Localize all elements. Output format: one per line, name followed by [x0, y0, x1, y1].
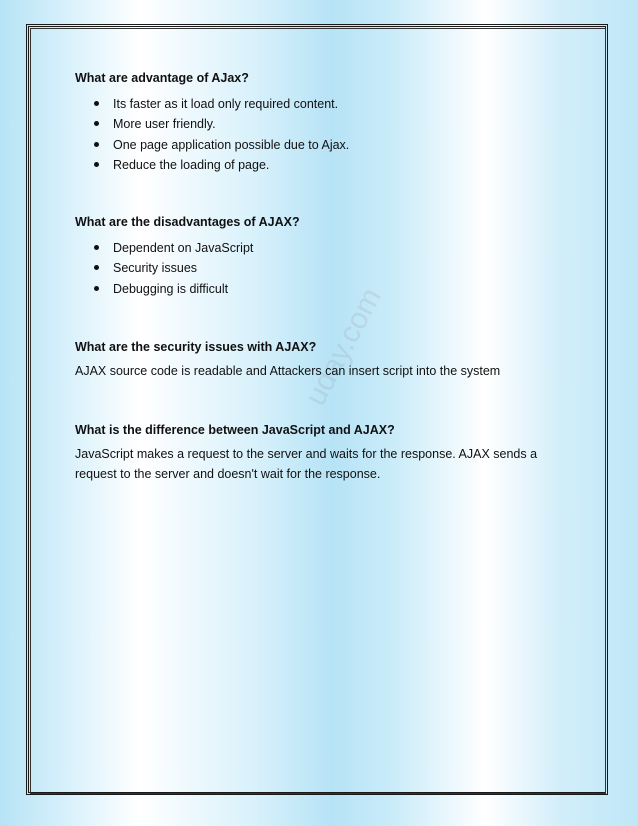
advantages-list: [75, 94, 349, 175]
bullet-icon: [94, 101, 99, 106]
section-ajax-advantages: [75, 70, 349, 175]
list-item: [75, 279, 300, 299]
list-item-text: Reduce the loading of page.: [113, 157, 270, 172]
bullet-icon: [94, 162, 99, 167]
list-item: [75, 114, 349, 134]
section-heading: What are advantage of AJax?: [75, 71, 249, 85]
list-item: [75, 258, 300, 278]
section-heading: What are the security issues with AJAX?: [75, 340, 317, 354]
list-item-text: More user friendly.: [113, 117, 216, 132]
bullet-icon: [94, 142, 99, 147]
list-item-text: Debugging is difficult: [113, 281, 229, 296]
section-paragraph: AJAX source code is readable and Attackers can insert script into the system: [75, 364, 501, 378]
list-item-text: Security issues: [113, 261, 198, 276]
section-heading: What is the difference between JavaScript and AJAX?: [75, 423, 395, 437]
list-item: [75, 155, 349, 175]
list-item: [75, 94, 349, 114]
section-heading: What are the disadvantages of AJAX?: [75, 215, 300, 229]
bullet-icon: [94, 121, 99, 126]
list-item-text: Its faster as it load only required content.: [113, 97, 339, 111]
list-item-text: One page application possible due to Ajax.: [113, 137, 350, 152]
section-ajax-security: [75, 339, 500, 381]
bullet-icon: [94, 245, 99, 250]
list-item: [75, 135, 349, 155]
list-item-text: Dependent on JavaScript: [113, 241, 254, 255]
section-js-vs-ajax: [75, 422, 575, 484]
watermark-text: uday.com: [298, 282, 389, 411]
bullet-icon: [94, 265, 99, 270]
section-ajax-disadvantages: [75, 214, 300, 299]
section-paragraph: JavaScript makes a request to the server and waits for the response. AJAX sends a request to the server and doesn't wait for the response.: [75, 447, 538, 481]
list-item: [75, 238, 300, 258]
disadvantages-list: [75, 238, 300, 299]
bullet-icon: [94, 286, 99, 291]
